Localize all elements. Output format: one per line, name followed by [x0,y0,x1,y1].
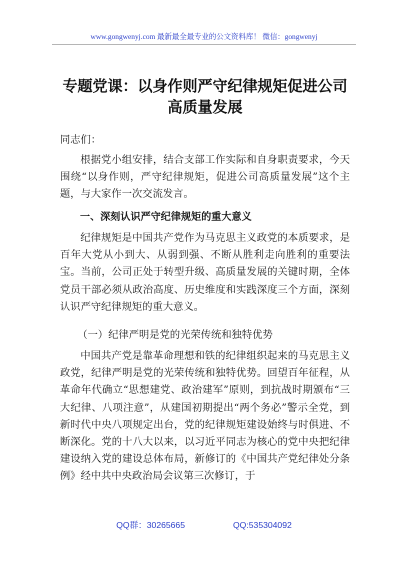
site-header-banner: www.gongwenyj.com 最新最全最专业的公文资料库！ 微信：gongwenyj [90,32,318,41]
contact-footer [0,519,408,531]
section-heading: 一、深刻认识严守纪律规矩的重大意义 [80,212,252,223]
paragraph: 中国共产党是靠革命理想和铁的纪律组织起来的马克思主义政党，纪律严明是党的光荣传统和独特优势。回望百年征程，从革命年代确立“思想建党、政治建军”原则，到抗战时期颁布“三大纪律、八项注意”，从建国初期提出“两个务必”警示全党，到新时代中央八项规定出台，党的纪律规矩建设始终与时俱进、不断深化。党的十八大以来，以习近平同志为核心的党中央把纪律建设纳入党的建设总体布局，新修订的《中国共产党纪律处分条例》经中共中央政治局会议第三次修订，于 [60,351,350,483]
paragraph: 根据党小组安排，结合支部工作实际和自身职责要求，今天围绕“以身作则，严守纪律规矩，促进公司高质量发展”这个主题，与大家作一次交流发言。 [60,155,350,201]
qq-label: QQ:535304092 [233,520,292,530]
header-divider [52,44,356,45]
document-title: 专题党课：以身作则严守纪律规矩促进公司高质量发展 [62,77,348,116]
subsection-heading: （一）纪律严明是党的光荣传统和独特优势 [77,330,273,341]
qq-group-label: QQ群：30265665 [116,520,185,530]
salutation: 同志们： [60,135,102,146]
paragraph: 纪律规矩是中国共产党作为马克思主义政党的本质要求，是百年大党从小到大、从弱到强、不断从胜利走向胜利的重要法宝。当前，公司正处于转型升级、高质量发展的关键时期，全体党员干部必须从政治高度、历史维度和实践深度三个方面，深刻认识严守纪律规矩的重大意义。 [60,233,350,313]
